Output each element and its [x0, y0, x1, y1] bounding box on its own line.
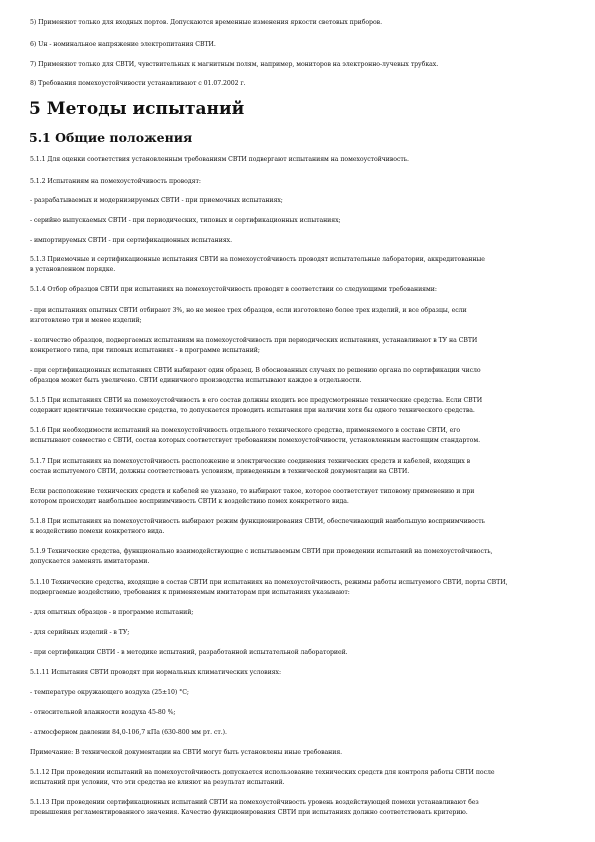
- paragraph: 5.1.9 Технические средства, функционально взаимодействующие с испытываемым СВТИ при проведении испытаний на помехоустойчивость,: [30, 548, 493, 555]
- paragraph: испытаний при условии, что эти средства не влияют на результат испытаний.: [30, 779, 285, 786]
- list-item: - для опытных образцов - в программе испытаний;: [30, 609, 194, 616]
- paragraph: 5.1.6 При необходимости испытаний на помехоустойчивость отдельного технического средства, применяемого в составе СВТИ, его: [30, 427, 461, 434]
- paragraph: в установленном порядке.: [30, 266, 116, 273]
- list-item: - импортируемых СВТИ - при сертификационных испытаниях.: [30, 237, 233, 244]
- list-item: - при сертификации СВТИ - в методике испытаний, разработанной испытательной лабораторией.: [30, 649, 348, 656]
- list-item: образцов может быть увеличено. СВТИ единичного производства испытывают каждое в отдельности.: [30, 377, 362, 384]
- paragraph: 5.1.10 Технические средства, входящие в состав СВТИ при испытаниях на помехоустойчивость, режимы работы испытуемого СВТИ, порты СВТИ,: [30, 579, 508, 586]
- paragraph: Если расположение технических средств и кабелей не указано, то выбирают такое, которое соответствует типовому применению и при: [30, 488, 475, 495]
- paragraph: 5.1.8 При испытаниях на помехоустойчивость выбирают режим функционирования СВТИ, обеспечивающий наибольшую восприимчивость: [30, 518, 485, 525]
- list-item: - атмосферном давлении 84,0-106,7 кПа (630-800 мм рт. ст.).: [30, 729, 227, 736]
- paragraph: содержит идентичные технические средства, то допускается проводить испытания при наличии хотя бы одного технического средства.: [30, 407, 475, 414]
- list-item: - количество образцов, подвергаемых испытаниям на помехоустойчивость при периодических испытаниях, устанавливают в ТУ на СВТИ: [30, 337, 478, 344]
- paragraph: 5.1.7 При испытаниях на помехоустойчивость расположение и электрические соединения технических средств и кабелей, входящих в: [30, 458, 471, 465]
- paragraph: испытывают совместно с СВТИ, состав которых соответствует требованиям помехоустойчивости, установленным настоящим стандартом.: [30, 437, 481, 444]
- paragraph: котором происходит наибольшее восприимчивость СВТИ к воздействию помех конкретного вида.: [30, 498, 349, 505]
- list-item: изготовлено три и менее изделий;: [30, 317, 142, 324]
- paragraph: 5.1.11 Испытания СВТИ проводят при нормальных климатических условиях:: [30, 669, 282, 676]
- footnote-5: 5) Применяют только для входных портов. Допускаются временные изменения яркости световых приборов.: [30, 19, 382, 26]
- note: Примечание: В технической документации на СВТИ могут быть установлены иные требования.: [30, 749, 343, 756]
- paragraph: 5.1.2 Испытаниям на помехоустойчивость проводят:: [30, 178, 201, 185]
- list-item: - при испытаниях опытных СВТИ отбирают 3%, но не менее трех образцов, если изготовлено более трех изделий, и все образцы, если: [30, 307, 467, 314]
- paragraph: 5.1.13 При проведении сертификационных испытаний СВТИ на помехоустойчивость уровень воздействующей помехи устанавливают без: [30, 799, 479, 806]
- paragraph: к воздействию помехи конкретного вида.: [30, 528, 165, 535]
- paragraph: допускается заменять имитаторами.: [30, 558, 150, 565]
- paragraph: состав испытуемого СВТИ, должны соответствовать условиям, приведенным в технической документации на СВТИ.: [30, 468, 410, 475]
- list-item: - серийно выпускаемых СВТИ - при периодических, типовых и сертификационных испытаниях;: [30, 217, 341, 224]
- paragraph: превышения регламентированного значения. Качество функционирования СВТИ при испытаниях должно соответствовать критерию.: [30, 809, 468, 816]
- list-item: - при сертификационных испытаниях СВТИ выбирают один образец. В обоснованных случаях по решению органа по сертификации число: [30, 367, 481, 374]
- paragraph: подвергаемые воздействию, требования к применяемым имитаторам при испытаниях указывают:: [30, 589, 350, 596]
- paragraph: 5.1.5 При испытаниях СВТИ на помехоустойчивость в его состав должны входить все предусмотренные технические средства. Если СВТИ: [30, 397, 483, 404]
- paragraph: 5.1.3 Приемочные и сертификационные испытания СВТИ на помехоустойчивость проводят испытательные лаборатории, аккредитованные: [30, 256, 485, 263]
- list-item: - для серийных изделий - в ТУ;: [30, 629, 130, 636]
- footnote-8: 8) Требования помехоустойчивости устанавливают с 01.07.2002 г.: [30, 80, 246, 87]
- footnote-6: 6) Uн - номинальное напряжение электропитания СВТИ.: [30, 41, 216, 48]
- footnote-7: 7) Применяют только для СВТИ, чувствительных к магнитным полям, например, мониторов на электронно-лучевых трубках.: [30, 61, 439, 68]
- section-title: 5 Методы испытаний: [29, 99, 245, 119]
- paragraph: 5.1.4 Отбор образцов СВТИ при испытаниях на помехоустойчивость проводят в соответствии со следующими требованиями:: [30, 286, 437, 293]
- list-item: - разрабатываемых и модернизируемых СВТИ - при приемочных испытаниях;: [30, 197, 283, 204]
- list-item: - температуре окружающего воздуха (25±10) °С;: [30, 689, 189, 696]
- list-item: конкретного типа, при типовых испытаниях - в программе испытаний;: [30, 347, 260, 354]
- subsection-title: 5.1 Общие положения: [29, 130, 193, 145]
- paragraph: 5.1.12 При проведении испытаний на помехоустойчивость допускается использование технических средств для контроля работы СВТИ после: [30, 769, 495, 776]
- list-item: - относительной влажности воздуха 45-80 %;: [30, 709, 176, 716]
- paragraph: 5.1.1 Для оценки соответствия установленным требованиям СВТИ подвергают испытаниям на помехоустойчивость.: [30, 156, 409, 163]
